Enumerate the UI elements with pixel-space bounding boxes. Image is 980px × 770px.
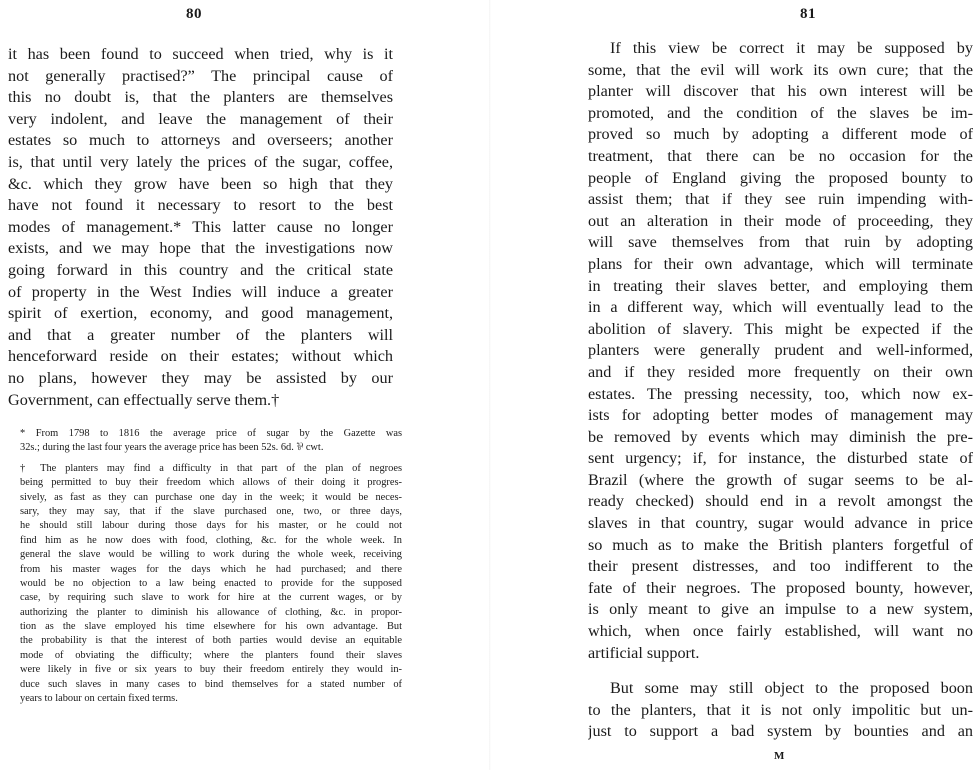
text-line: henceforward reside on their estates; without which <box>8 347 393 366</box>
left-page-body <box>8 44 393 411</box>
footnote-line: from his master wages for the days which he had purchased; and there <box>20 563 402 575</box>
footnote-line: tion as the slave employed his time elsewhere for his own advantage. But <box>20 621 402 633</box>
text-line: no plans, however they may be assisted by our <box>8 368 393 387</box>
footnote-line: general the slave would be willing to work during the whole week, receiving <box>20 549 402 561</box>
text-line: artificial support. <box>588 643 700 662</box>
footnote-line: years to labour on certain fixed terms. <box>20 693 178 705</box>
text-line: estates so much to attorneys and overseers; another <box>8 131 393 150</box>
text-line: be removed by events which may diminish the pre- <box>588 427 973 446</box>
text-line: not generally practised?” The principal cause of <box>8 66 393 85</box>
text-line: of property in the West Indies will induce a greater <box>8 282 393 301</box>
footnote-line: were likely in five or six years to buy their freedom entirely they would in- <box>20 664 402 676</box>
text-line: planters were generally prudent and well-informed, <box>588 341 973 360</box>
text-line: promoted, and the condition of the slaves be im- <box>588 103 973 122</box>
text-line: &c. which they grow have been so high that they <box>8 174 393 193</box>
text-line: slaves in that country, sugar would advance in price <box>588 514 973 533</box>
text-line: and if they resided more frequently on their own <box>588 362 973 381</box>
text-line: spirit of exertion, economy, and good management, <box>8 304 393 323</box>
footnote-line: * From 1798 to 1816 the average price of sugar by the Gazette was <box>20 428 402 439</box>
footnote-line: † The planters may find a difficulty in that part of the plan of negroes <box>20 462 402 474</box>
text-line: out an alteration in their mode of proceeding, they <box>588 211 973 230</box>
text-line: it has been found to succeed when tried, why is it <box>8 45 393 63</box>
footnote-line: authorizing the planter to diminish his allowance of clothing, &c. in propor- <box>20 606 402 618</box>
text-line: people of England giving the proposed bounty to <box>588 168 973 187</box>
footnote-line: duce such slaves in many cases to bind themselves for a stated number of <box>20 678 402 690</box>
text-line: is, that until very lately the prices of the sugar, coffee, <box>8 152 393 171</box>
text-line: this no doubt is, that the planters are themselves <box>8 88 393 107</box>
footnote-line: 32s.; during the last four years the average price has been 52s. 6d. ⅌ cwt. <box>20 442 324 454</box>
text-line: abolition of slavery. This might be expected if the <box>588 319 973 338</box>
text-line: their present distresses, and too indifferent to the <box>588 557 973 576</box>
text-line: Government, can effectually serve them.† <box>8 390 280 409</box>
text-line: exists, and we may hope that the investigations now <box>8 239 393 258</box>
text-line: plans for their own advantage, which will terminate <box>588 254 973 273</box>
left-page-footnotes <box>20 427 402 706</box>
book-gutter <box>489 0 491 770</box>
signature-mark: M <box>774 750 785 762</box>
text-line: Brazil (where the growth of sugar seems to be al- <box>588 470 973 489</box>
footnote-line: he should still labour during those days for his master, or he could not <box>20 520 402 532</box>
text-line: If this view be correct it may be supposed by <box>610 39 973 57</box>
footnote-line: find him as he now does with food, clothing, &c. for the whole week. In <box>20 534 402 546</box>
footnote-line: would be no objection to a law being enacted to provide for the supposed <box>20 577 402 589</box>
text-line: planter will discover that his own interest will be <box>588 82 973 101</box>
footnote-line: being permitted to buy their freedom which allows of their doing it progres- <box>20 477 402 489</box>
text-line: proved so much by adopting a different mode of <box>588 125 973 144</box>
right-page-number: 81 <box>800 6 816 22</box>
text-line: modes of management.* This latter cause no longer <box>8 217 393 236</box>
text-line: will save themselves from that ruin by adopting <box>588 233 973 252</box>
text-line: to the planters, that it is not only impolitic but un- <box>588 700 973 719</box>
text-line: ready checked) should end in a revolt amongst the <box>588 492 973 511</box>
text-line: in treating their slaves better, and employing them <box>588 276 973 295</box>
right-page-body <box>588 38 973 743</box>
text-line: is only meant to give an impulse to a new system, <box>588 600 973 619</box>
text-line: have not found it necessary to resort to the best <box>8 196 393 215</box>
footnote-line: case, by requiring such slave to work for hire at the current wages, or by <box>20 592 402 604</box>
footnote-line: mode of obviating the difficulty; where the planters found their slaves <box>20 649 402 661</box>
footnote-line: the probability is that the interest of both parties would devise an equitable <box>20 635 402 647</box>
text-line: some, that the evil will work its own cure; that the <box>588 60 973 79</box>
text-line: which, when once fairly established, will want no <box>588 622 973 641</box>
text-line: and that a greater number of the planters will <box>8 325 393 344</box>
text-line: But some may still object to the proposed boon <box>610 679 973 698</box>
text-line: fate of their negroes. The proposed bounty, however, <box>588 578 973 597</box>
text-line: in a different way, which will eventually lead to the <box>588 298 973 317</box>
left-page-number: 80 <box>186 6 202 22</box>
text-line: very indolent, and leave the management of their <box>8 109 393 128</box>
text-line: sent urgency; if, for instance, the disturbed state of <box>588 449 973 468</box>
paragraph-gap <box>588 664 973 678</box>
text-line: estates. The pressing necessity, too, which now ex- <box>588 384 973 403</box>
text-line: assist them; that if they see ruin impending with- <box>588 190 973 209</box>
footnote-line: sively, as fast as they can purchase one day in the week; it would be neces- <box>20 491 402 503</box>
text-line: treatment, that there can be no occasion for the <box>588 146 973 165</box>
text-line: so much as to make the British planters forgetful of <box>588 535 973 554</box>
text-line: just to support a bad system by bounties and an <box>588 722 973 741</box>
text-line: ists for adopting better modes of management may <box>588 406 973 425</box>
footnote-line: sary, they may say, that if the slave purchased one, two, or three days, <box>20 505 402 517</box>
text-line: going forward in this country and the critical state <box>8 260 393 279</box>
